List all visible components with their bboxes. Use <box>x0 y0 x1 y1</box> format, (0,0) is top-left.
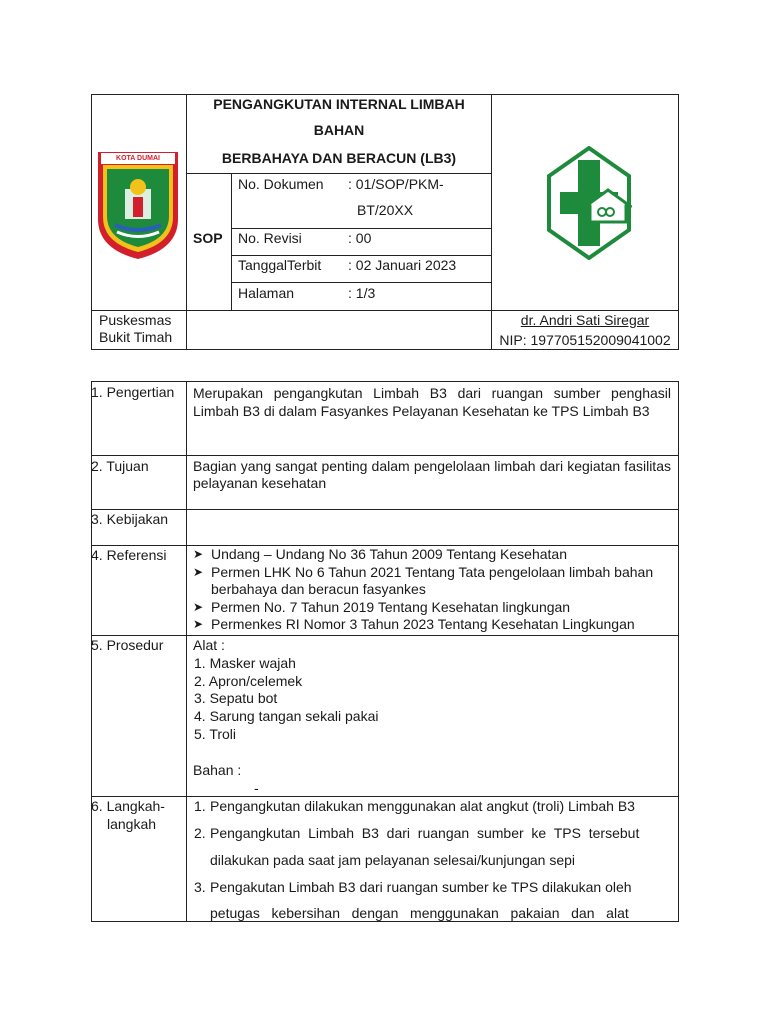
list-item <box>193 546 677 564</box>
field-label-tanggal-terbit: TanggalTerbit <box>238 257 322 273</box>
field-value-no-revisi: : 00 <box>348 230 372 246</box>
referensi-label: 4. Referensi <box>91 547 167 563</box>
langkah-num: 3. <box>194 879 206 895</box>
title-line-1: PENGANGKUTAN INTERNAL LIMBAH <box>213 96 465 112</box>
alat-item: 3. Sepatu bot <box>194 690 278 706</box>
list-item <box>193 564 677 599</box>
puskesmas-name-line-1: Puskesmas <box>99 312 172 328</box>
bahan-title: Bahan : <box>193 762 242 778</box>
alat-item: 5. Troli <box>194 726 237 742</box>
referensi-item-text: Permen No. 7 Tahun 2019 Tentang Kesehatan lingkungan <box>211 598 571 615</box>
langkah-label-line-1: 6. Langkah- <box>91 798 165 814</box>
field-label-no-revisi: No. Revisi <box>238 230 302 246</box>
list-item <box>193 616 677 634</box>
field-label-no-dokumen: No. Dokumen <box>238 176 324 192</box>
tujuan-label: 2. Tujuan <box>91 458 149 474</box>
title-line-3: BERBAHAYA DAN BERACUN (LB3) <box>221 150 457 166</box>
prosedur-label: 5. Prosedur <box>91 637 164 653</box>
bahan-dash: - <box>254 780 259 796</box>
kota-dumai-logo-text: KOTA DUMAI <box>116 155 160 162</box>
field-value-no-dokumen: : 01/SOP/PKM- <box>348 176 444 192</box>
langkah-text: Pengakutan Limbah B3 dari ruangan sumber ke TPS dilakukan oleh <box>210 879 632 895</box>
alat-item: 1. Masker wajah <box>194 655 296 671</box>
langkah-text: Pengangkutan Limbah B3 dari ruangan sumber ke TPS tersebut <box>210 825 640 841</box>
puskesmas-name-line-2: Bukit Timah <box>99 329 173 345</box>
referensi-list <box>193 546 677 634</box>
field-value-tanggal-terbit: : 02 Januari 2023 <box>348 257 457 273</box>
sop-label: SOP <box>193 230 223 246</box>
list-item <box>193 599 677 617</box>
arrow-bullet-icon: ➤ <box>193 564 204 579</box>
field-value-no-dokumen-cont: BT/20XX <box>357 202 414 218</box>
referensi-item-text: Undang – Undang No 36 Tahun 2009 Tentang Kesehatan <box>211 546 568 562</box>
kota-dumai-logo <box>95 149 181 262</box>
arrow-bullet-icon: ➤ <box>193 599 204 614</box>
langkah-text: dilakukan pada saat jam pelayanan selesai/kunjungan sepi <box>210 852 576 868</box>
langkah-text: Pengangkutan dilakukan menggunakan alat angkut (troli) Limbah B3 <box>210 798 635 814</box>
title-line-2: BAHAN <box>313 122 365 138</box>
tujuan-text: Bagian yang sangat penting dalam pengelolaan limbah dari kegiatan fasilitas pelayanan kesehatan <box>193 458 671 491</box>
alat-item: 2. Apron/celemek <box>194 673 303 689</box>
puskesmas-logo <box>546 146 632 260</box>
field-label-halaman: Halaman <box>238 285 295 301</box>
alat-item: 4. Sarung tangan sekali pakai <box>194 708 379 724</box>
referensi-item-text: Permenkes RI Nomor 3 Tahun 2023 Tentang Kesehatan Lingkungan <box>211 616 635 632</box>
langkah-label-line-2: langkah <box>107 816 157 832</box>
langkah-num: 2. <box>194 825 206 841</box>
referensi-item-text: Permen LHK No 6 Tahun 2021 Tentang Tata pengelolaan limbah bahan berbahaya dan beracun fasyankes <box>211 563 654 597</box>
signatory-name: dr. Andri Sati Siregar <box>520 312 650 328</box>
langkah-num: 1. <box>194 798 206 814</box>
arrow-bullet-icon: ➤ <box>193 547 204 561</box>
pengertian-text: Merupakan pengangkutan Limbah B3 dari ruangan sumber penghasil Limbah B3 di dalam Fasyankes Pelayanan Kesehatan ke TPS Limbah B3 <box>193 385 671 419</box>
alat-title: Alat : <box>193 637 225 653</box>
pengertian-label: 1. Pengertian <box>91 384 175 400</box>
langkah-text: petugas kebersihan dengan menggunakan pakaian dan alat <box>210 905 629 921</box>
signatory-nip: NIP: 197705152009041002 <box>499 332 671 348</box>
kebijakan-label: 3. Kebijakan <box>91 511 169 527</box>
field-value-halaman: : 1/3 <box>348 285 376 301</box>
arrow-bullet-icon: ➤ <box>193 617 204 631</box>
